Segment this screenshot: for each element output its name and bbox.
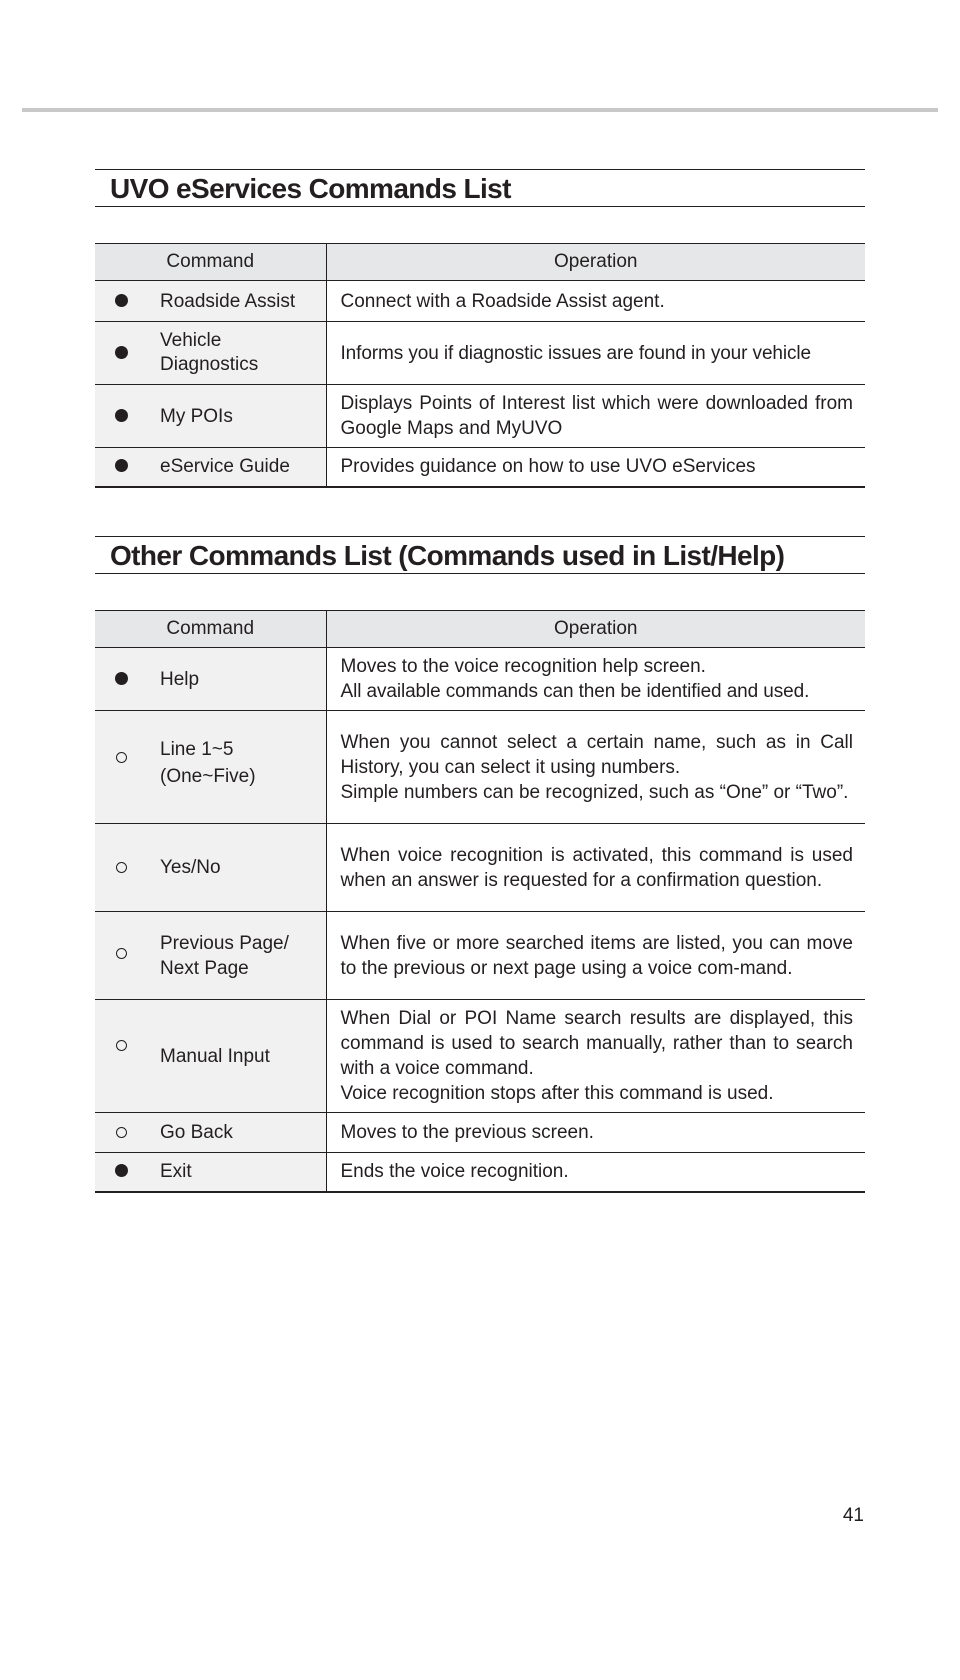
filled-circle-icon xyxy=(115,294,128,307)
command-cell: Help xyxy=(147,648,326,711)
command-cell: My POIs xyxy=(147,385,326,448)
table-row xyxy=(95,824,865,912)
operation-cell-line: When you cannot select a certain name, such as in Call History, you can select it using numbers. xyxy=(340,731,853,778)
other-commands-section xyxy=(95,536,865,1193)
table-row xyxy=(95,1113,865,1153)
operation-cell: When voice recognition is activated, this command is used when an answer is requested for a confirmation question. xyxy=(326,824,865,912)
command-cell-line: Vehicle xyxy=(160,330,222,351)
command-cell: Manual Input xyxy=(147,1000,326,1113)
uvo-eservices-section xyxy=(95,169,865,488)
command-cell-line: Previous Page/ xyxy=(160,933,289,954)
table-row xyxy=(95,281,865,322)
table-row xyxy=(95,648,865,711)
table-row xyxy=(95,322,865,385)
table-row xyxy=(95,711,865,824)
section-title: Other Commands List (Commands used in List/Help) xyxy=(95,536,865,574)
hollow-circle-icon xyxy=(116,1127,127,1138)
table-header-row xyxy=(95,244,865,281)
table-row xyxy=(95,912,865,1000)
command-cell: Yes/No xyxy=(147,824,326,912)
operation-cell: When five or more searched items are listed, you can move to the previous or next page using a voice com-mand. xyxy=(326,912,865,1000)
operation-column-header: Operation xyxy=(326,244,865,281)
filled-circle-icon xyxy=(115,1164,128,1177)
table-row xyxy=(95,1000,865,1113)
hollow-circle-icon xyxy=(116,948,127,959)
operation-cell-line: All available commands can then be identified and used. xyxy=(340,681,810,702)
operation-cell: Ends the voice recognition. xyxy=(340,1161,569,1183)
command-cell-line: Diagnostics xyxy=(160,354,259,375)
command-cell-line: Line 1~5 xyxy=(160,739,234,760)
page-number: 41 xyxy=(842,1505,864,1526)
table-header-row xyxy=(95,611,865,648)
hollow-circle-icon xyxy=(116,1040,127,1051)
operation-cell-line: Simple numbers can be recognized, such as “One” or “Two”. xyxy=(340,781,849,803)
filled-circle-icon xyxy=(115,346,128,359)
filled-circle-icon xyxy=(115,409,128,422)
table-row xyxy=(95,1153,865,1192)
operation-cell: Moves to the previous screen. xyxy=(326,1113,865,1153)
command-column-header: Command xyxy=(95,244,326,281)
table-row xyxy=(95,385,865,448)
top-divider xyxy=(22,108,938,112)
command-cell: Go Back xyxy=(147,1113,326,1153)
other-commands-table xyxy=(95,610,865,1193)
operation-cell-line: When Dial or POI Name search results are displayed, this command is used to search manually, rather than to search with a voice command. xyxy=(340,1008,853,1079)
uvo-commands-table xyxy=(95,243,865,488)
command-cell-line: (One~Five) xyxy=(160,766,256,787)
command-cell: Roadside Assist xyxy=(147,281,326,322)
operation-cell-line: Moves to the voice recognition help screen. xyxy=(340,656,706,677)
command-cell-line: Next Page xyxy=(160,958,249,979)
operation-column-header: Operation xyxy=(326,611,865,648)
operation-cell: Connect with a Roadside Assist agent. xyxy=(326,281,865,322)
section-title: UVO eServices Commands List xyxy=(95,169,865,207)
hollow-circle-icon xyxy=(116,862,127,873)
operation-cell: Provides guidance on how to use UVO eServices xyxy=(340,456,756,478)
table-row xyxy=(95,448,865,487)
hollow-circle-icon xyxy=(116,752,127,763)
operation-cell: Informs you if diagnostic issues are found in your vehicle xyxy=(326,322,865,385)
command-column-header: Command xyxy=(95,611,326,648)
filled-circle-icon xyxy=(115,459,128,472)
command-cell: eService Guide xyxy=(147,448,326,487)
operation-cell-line: Voice recognition stops after this command is used. xyxy=(340,1083,774,1104)
operation-cell: Displays Points of Interest list which were downloaded from Google Maps and MyUVO xyxy=(326,385,865,448)
filled-circle-icon xyxy=(115,672,128,685)
command-cell: Exit xyxy=(147,1153,326,1192)
